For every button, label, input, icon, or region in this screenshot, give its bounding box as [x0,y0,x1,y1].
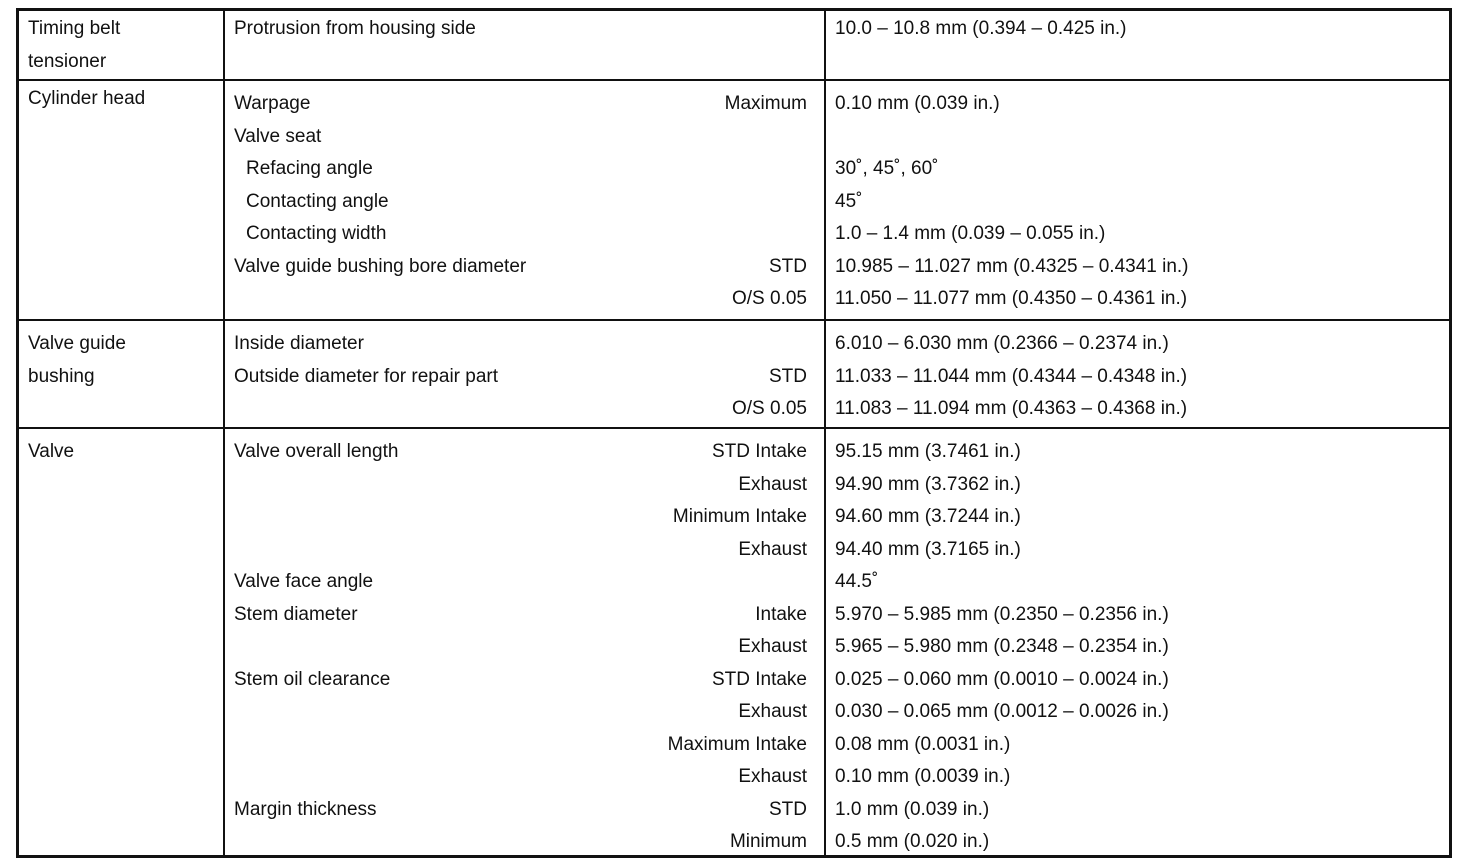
spec-value: 10.985 – 11.027 mm (0.4325 – 0.4341 in.) [835,255,1189,277]
spec-value: 94.40 mm (3.7165 in.) [835,538,1021,560]
spec-value: 44.5˚ [835,571,879,592]
spec-item: Valve face angle [234,571,374,592]
spec-qualifier: Minimum [729,831,807,852]
spec-value: 6.010 – 6.030 mm (0.2366 – 0.2374 in.) [835,333,1169,354]
spec-value: 94.60 mm (3.7244 in.) [835,506,1021,527]
spec-value: 5.970 – 5.985 mm (0.2350 – 0.2356 in.) [835,603,1169,625]
spec-value: 0.5 mm (0.020 in.) [835,831,990,852]
spec-qualifier: Maximum Intake [667,733,807,755]
section-timing-belt-tensioner [19,11,1449,79]
column-divider [824,11,826,79]
spec-qualifier: Exhaust [738,636,807,657]
spec-item: Warpage [234,93,311,114]
spec-qualifier: STD [769,798,807,820]
spec-value: 1.0 – 1.4 mm (0.039 – 0.055 in.) [835,223,1106,244]
category-label: Cylinder head [28,88,146,109]
spec-qualifier: O/S 0.05 [732,398,807,419]
spec-value: 0.10 mm (0.0039 in.) [835,766,1011,787]
spec-item: Margin thickness [234,798,377,820]
section-valve-guide-bushing [19,319,1449,429]
spec-value: 0.025 – 0.060 mm (0.0010 – 0.0024 in.) [835,668,1169,690]
spec-subitem: Refacing angle [246,158,373,179]
spec-value: 95.15 mm (3.7461 in.) [835,441,1021,462]
spec-item: Stem oil clearance [234,668,391,690]
category-label: Timing belt tensioner [28,18,121,72]
spec-qualifier: Exhaust [738,473,807,495]
spec-value: 94.90 mm (3.7362 in.) [835,473,1021,495]
spec-value: 10.0 – 10.8 mm (0.394 – 0.425 in.) [835,18,1127,39]
column-divider [223,81,225,321]
spec-value: 5.965 – 5.980 mm (0.2348 – 0.2354 in.) [835,636,1169,657]
spec-value: 0.030 – 0.065 mm (0.0012 – 0.0026 in.) [835,701,1169,722]
spec-subitem: Contacting width [246,223,387,244]
spec-qualifier: STD [769,365,807,387]
column-divider [824,429,826,855]
spec-item: Outside diameter for repair part [234,365,499,387]
spec-item: Inside diameter [234,333,364,354]
spec-item: Stem diameter [234,603,358,625]
category-label: Valve [28,441,75,462]
spec-qualifier: O/S 0.05 [732,288,807,309]
column-divider [223,11,225,79]
spec-qualifier: Exhaust [738,766,807,787]
spec-value: 0.10 mm (0.039 in.) [835,93,1000,114]
section-cylinder-head [19,79,1449,321]
column-divider [824,81,826,321]
spec-value: 45˚ [835,190,863,212]
section-valve [19,427,1449,855]
spec-qualifier: Exhaust [738,701,807,722]
spec-qualifier: STD [769,255,807,277]
spec-item: Protrusion from housing side [234,18,476,39]
spec-qualifier: STD Intake [711,441,807,462]
spec-qualifier: Intake [755,603,807,625]
spec-qualifier: STD Intake [711,668,807,690]
spec-item: Valve overall length [234,441,399,462]
spec-item: Valve guide bushing bore diameter [234,255,527,277]
spec-table [16,8,1452,858]
column-divider [824,321,826,429]
column-divider [223,429,225,855]
spec-qualifier: Exhaust [738,538,807,560]
spec-value: 0.08 mm (0.0031 in.) [835,733,1011,755]
spec-subitem: Contacting angle [246,190,389,212]
spec-value: 11.033 – 11.044 mm (0.4344 – 0.4348 in.) [835,365,1188,387]
spec-value: 11.083 – 11.094 mm (0.4363 – 0.4368 in.) [835,398,1188,419]
spec-value: 30˚, 45˚, 60˚ [835,158,939,179]
spec-value: 1.0 mm (0.039 in.) [835,798,990,820]
spec-qualifier: Minimum Intake [672,506,807,527]
column-divider [223,321,225,429]
spec-item: Valve seat [234,125,322,147]
spec-value: 11.050 – 11.077 mm (0.4350 – 0.4361 in.) [835,288,1188,309]
spec-qualifier: Maximum [724,93,807,114]
category-label: Valve guide bushing [28,333,126,387]
